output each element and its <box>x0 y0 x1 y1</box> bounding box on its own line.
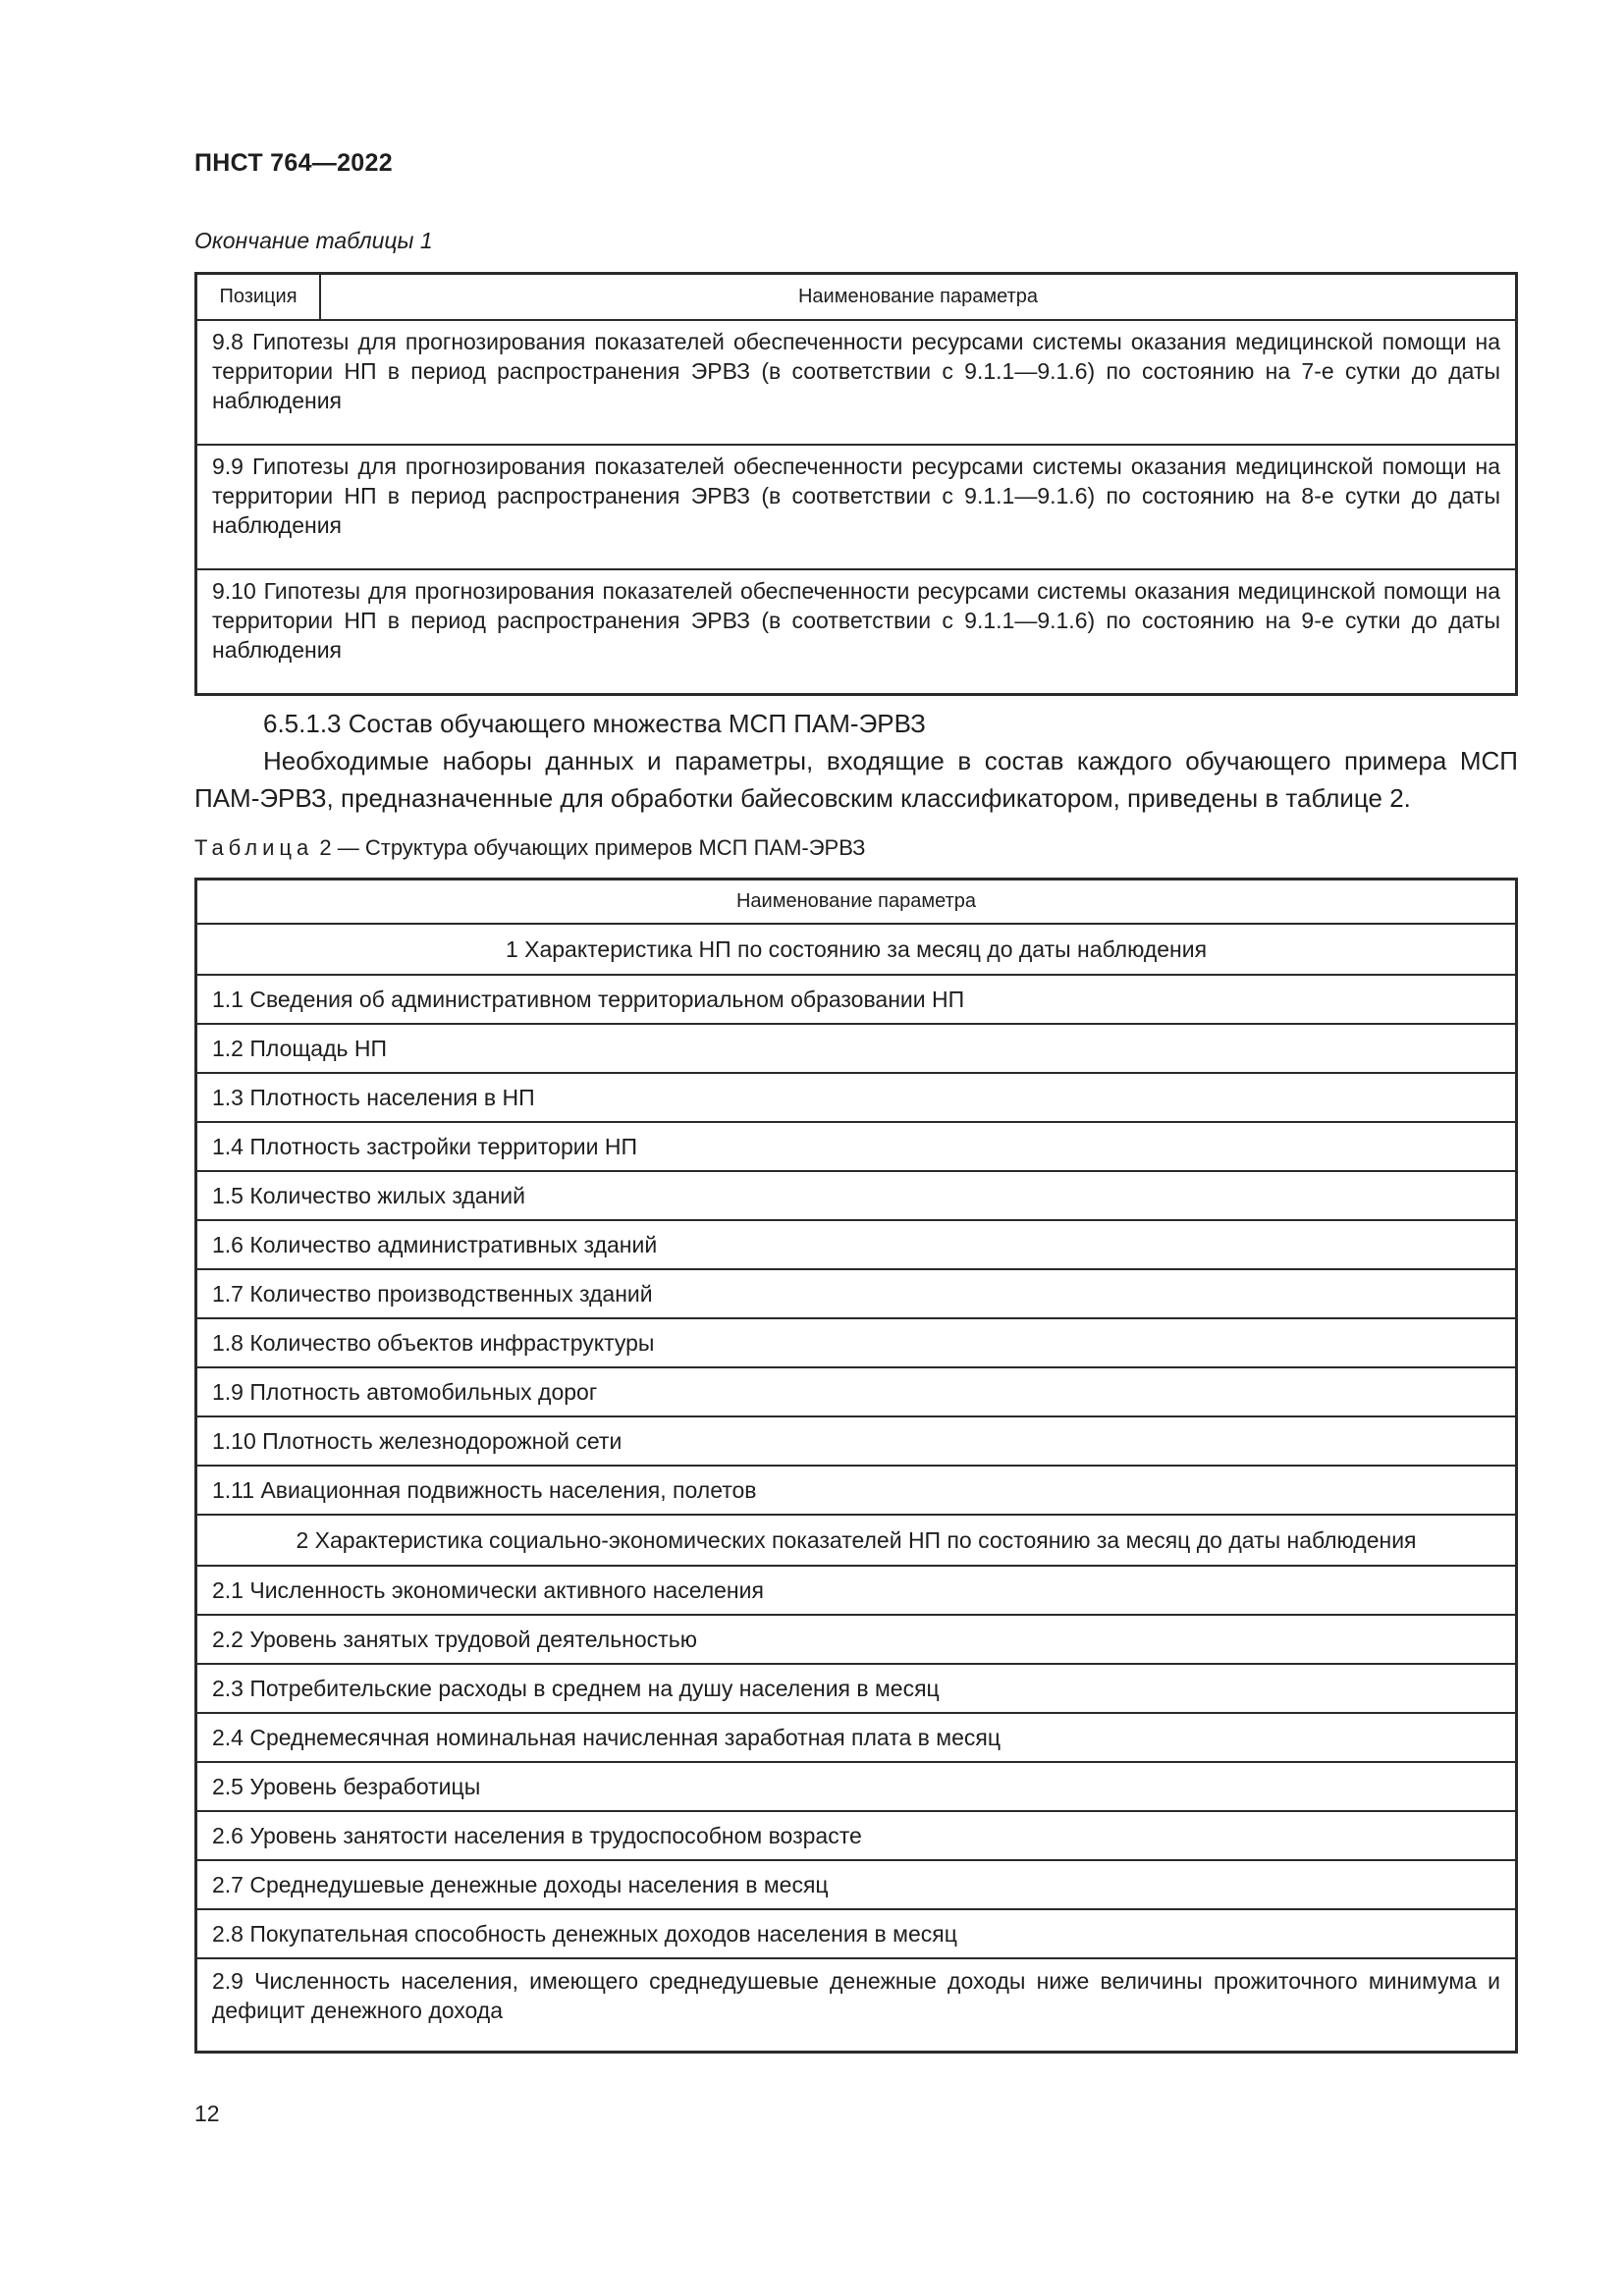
table2-row <box>196 1958 1517 2053</box>
table2-row <box>196 1171 1517 1220</box>
table1-row <box>196 569 1517 695</box>
table2-group-cell: 2 Характеристика социально-экономических показателей НП по состоянию за месяц до даты наблюдения <box>196 1515 1517 1566</box>
table2-caption-text: 2 — Структура обучающих примеров МСП ПАМ-ЭРВЗ <box>319 835 866 860</box>
table2-cell: 2.9 Численность населения, имеющего среднедушевые денежные доходы ниже величины прожиточного минимума и дефицит денежного дохода <box>196 1958 1517 2053</box>
table2-row <box>196 1762 1517 1811</box>
table2-group-row <box>196 924 1517 975</box>
table1-col-position: Позиция <box>196 274 321 321</box>
table2-row <box>196 1416 1517 1466</box>
table2-row <box>196 975 1517 1024</box>
table2-caption-label: Таблица <box>194 835 314 860</box>
table2-row <box>196 1024 1517 1073</box>
table2-cell: 1.3 Плотность населения в НП <box>196 1073 1517 1122</box>
table2-group-row <box>196 1515 1517 1566</box>
table1-col-name: Наименование параметра <box>320 274 1517 321</box>
table2-row <box>196 1367 1517 1416</box>
document-code: ПНСТ 764—2022 <box>194 149 393 177</box>
table2-cell: 1.7 Количество производственных зданий <box>196 1269 1517 1318</box>
table2-cell: 1.5 Количество жилых зданий <box>196 1171 1517 1220</box>
table2-cell: 2.4 Среднемесячная номинальная начисленная заработная плата в месяц <box>196 1713 1517 1762</box>
table2-cell: 2.6 Уровень занятости населения в трудоспособном возрасте <box>196 1811 1517 1860</box>
table2-header-row <box>196 880 1517 925</box>
table2-cell: 2.8 Покупательная способность денежных доходов населения в месяц <box>196 1909 1517 1958</box>
table1 <box>194 272 1518 696</box>
table1-row <box>196 320 1517 445</box>
table2-cell: 2.1 Численность экономически активного населения <box>196 1566 1517 1615</box>
table2-cell: 1.9 Плотность автомобильных дорог <box>196 1367 1517 1416</box>
table1-cell: 9.8 Гипотезы для прогнозирования показателей обеспеченности ресурсами системы оказания медицинской помощи на территории НП в период распространения ЭРВЗ (в соответствии с 9.1.1—9.1.6) по состоянию на 7-е сутки до даты наблюдения <box>196 320 1517 445</box>
table2-group-cell: 1 Характеристика НП по состоянию за месяц до даты наблюдения <box>196 924 1517 975</box>
table2-row <box>196 1615 1517 1664</box>
table2-row <box>196 1466 1517 1515</box>
table2-row <box>196 1269 1517 1318</box>
table1-cell: 9.9 Гипотезы для прогнозирования показателей обеспеченности ресурсами системы оказания медицинской помощи на территории НП в период распространения ЭРВЗ (в соответствии с 9.1.1—9.1.6) по состоянию на 8-е сутки до даты наблюдения <box>196 445 1517 569</box>
section-title: 6.5.1.3 Состав обучающего множества МСП ПАМ-ЭРВЗ <box>263 709 926 738</box>
table2-header-cell: Наименование параметра <box>196 880 1517 925</box>
table2-row <box>196 1811 1517 1860</box>
table2-cell: 1.1 Сведения об административном территориальном образовании НП <box>196 975 1517 1024</box>
table2-cell: 2.7 Среднедушевые денежные доходы населения в месяц <box>196 1860 1517 1909</box>
table2-row <box>196 1318 1517 1367</box>
table2-row <box>196 1860 1517 1909</box>
table2-row <box>196 1073 1517 1122</box>
page-number: 12 <box>194 2101 220 2126</box>
table2 <box>194 878 1518 2054</box>
table2-row <box>196 1909 1517 1958</box>
table2-row <box>196 1122 1517 1171</box>
table2-cell: 2.2 Уровень занятых трудовой деятельностью <box>196 1615 1517 1664</box>
table2-row <box>196 1713 1517 1762</box>
table2-cell: 1.10 Плотность железнодорожной сети <box>196 1416 1517 1466</box>
table1-continuation-caption: Окончание таблицы 1 <box>194 228 433 253</box>
table2-cell: 1.8 Количество объектов инфраструктуры <box>196 1318 1517 1367</box>
table2-cell: 1.2 Площадь НП <box>196 1024 1517 1073</box>
table2-cell: 2.3 Потребительские расходы в среднем на душу населения в месяц <box>196 1664 1517 1713</box>
section-paragraph: Необходимые наборы данных и параметры, входящие в состав каждого обучающего примера МСП ПАМ-ЭРВЗ, предназначенные для обработки байесовским классификатором, приведены в таблице 2. <box>194 746 1518 813</box>
table2-cell: 1.4 Плотность застройки территории НП <box>196 1122 1517 1171</box>
table2-row <box>196 1664 1517 1713</box>
table2-caption <box>194 835 865 861</box>
table1-row <box>196 445 1517 569</box>
table1-header-row <box>196 274 1517 321</box>
table2-row <box>196 1566 1517 1615</box>
table2-cell: 2.5 Уровень безработицы <box>196 1762 1517 1811</box>
table1-cell: 9.10 Гипотезы для прогнозирования показателей обеспеченности ресурсами системы оказания медицинской помощи на территории НП в период распространения ЭРВЗ (в соответствии с 9.1.1—9.1.6) по состоянию на 9-е сутки до даты наблюдения <box>196 569 1517 695</box>
table2-row <box>196 1220 1517 1269</box>
table2-cell: 1.6 Количество административных зданий <box>196 1220 1517 1269</box>
table2-cell: 1.11 Авиационная подвижность населения, полетов <box>196 1466 1517 1515</box>
